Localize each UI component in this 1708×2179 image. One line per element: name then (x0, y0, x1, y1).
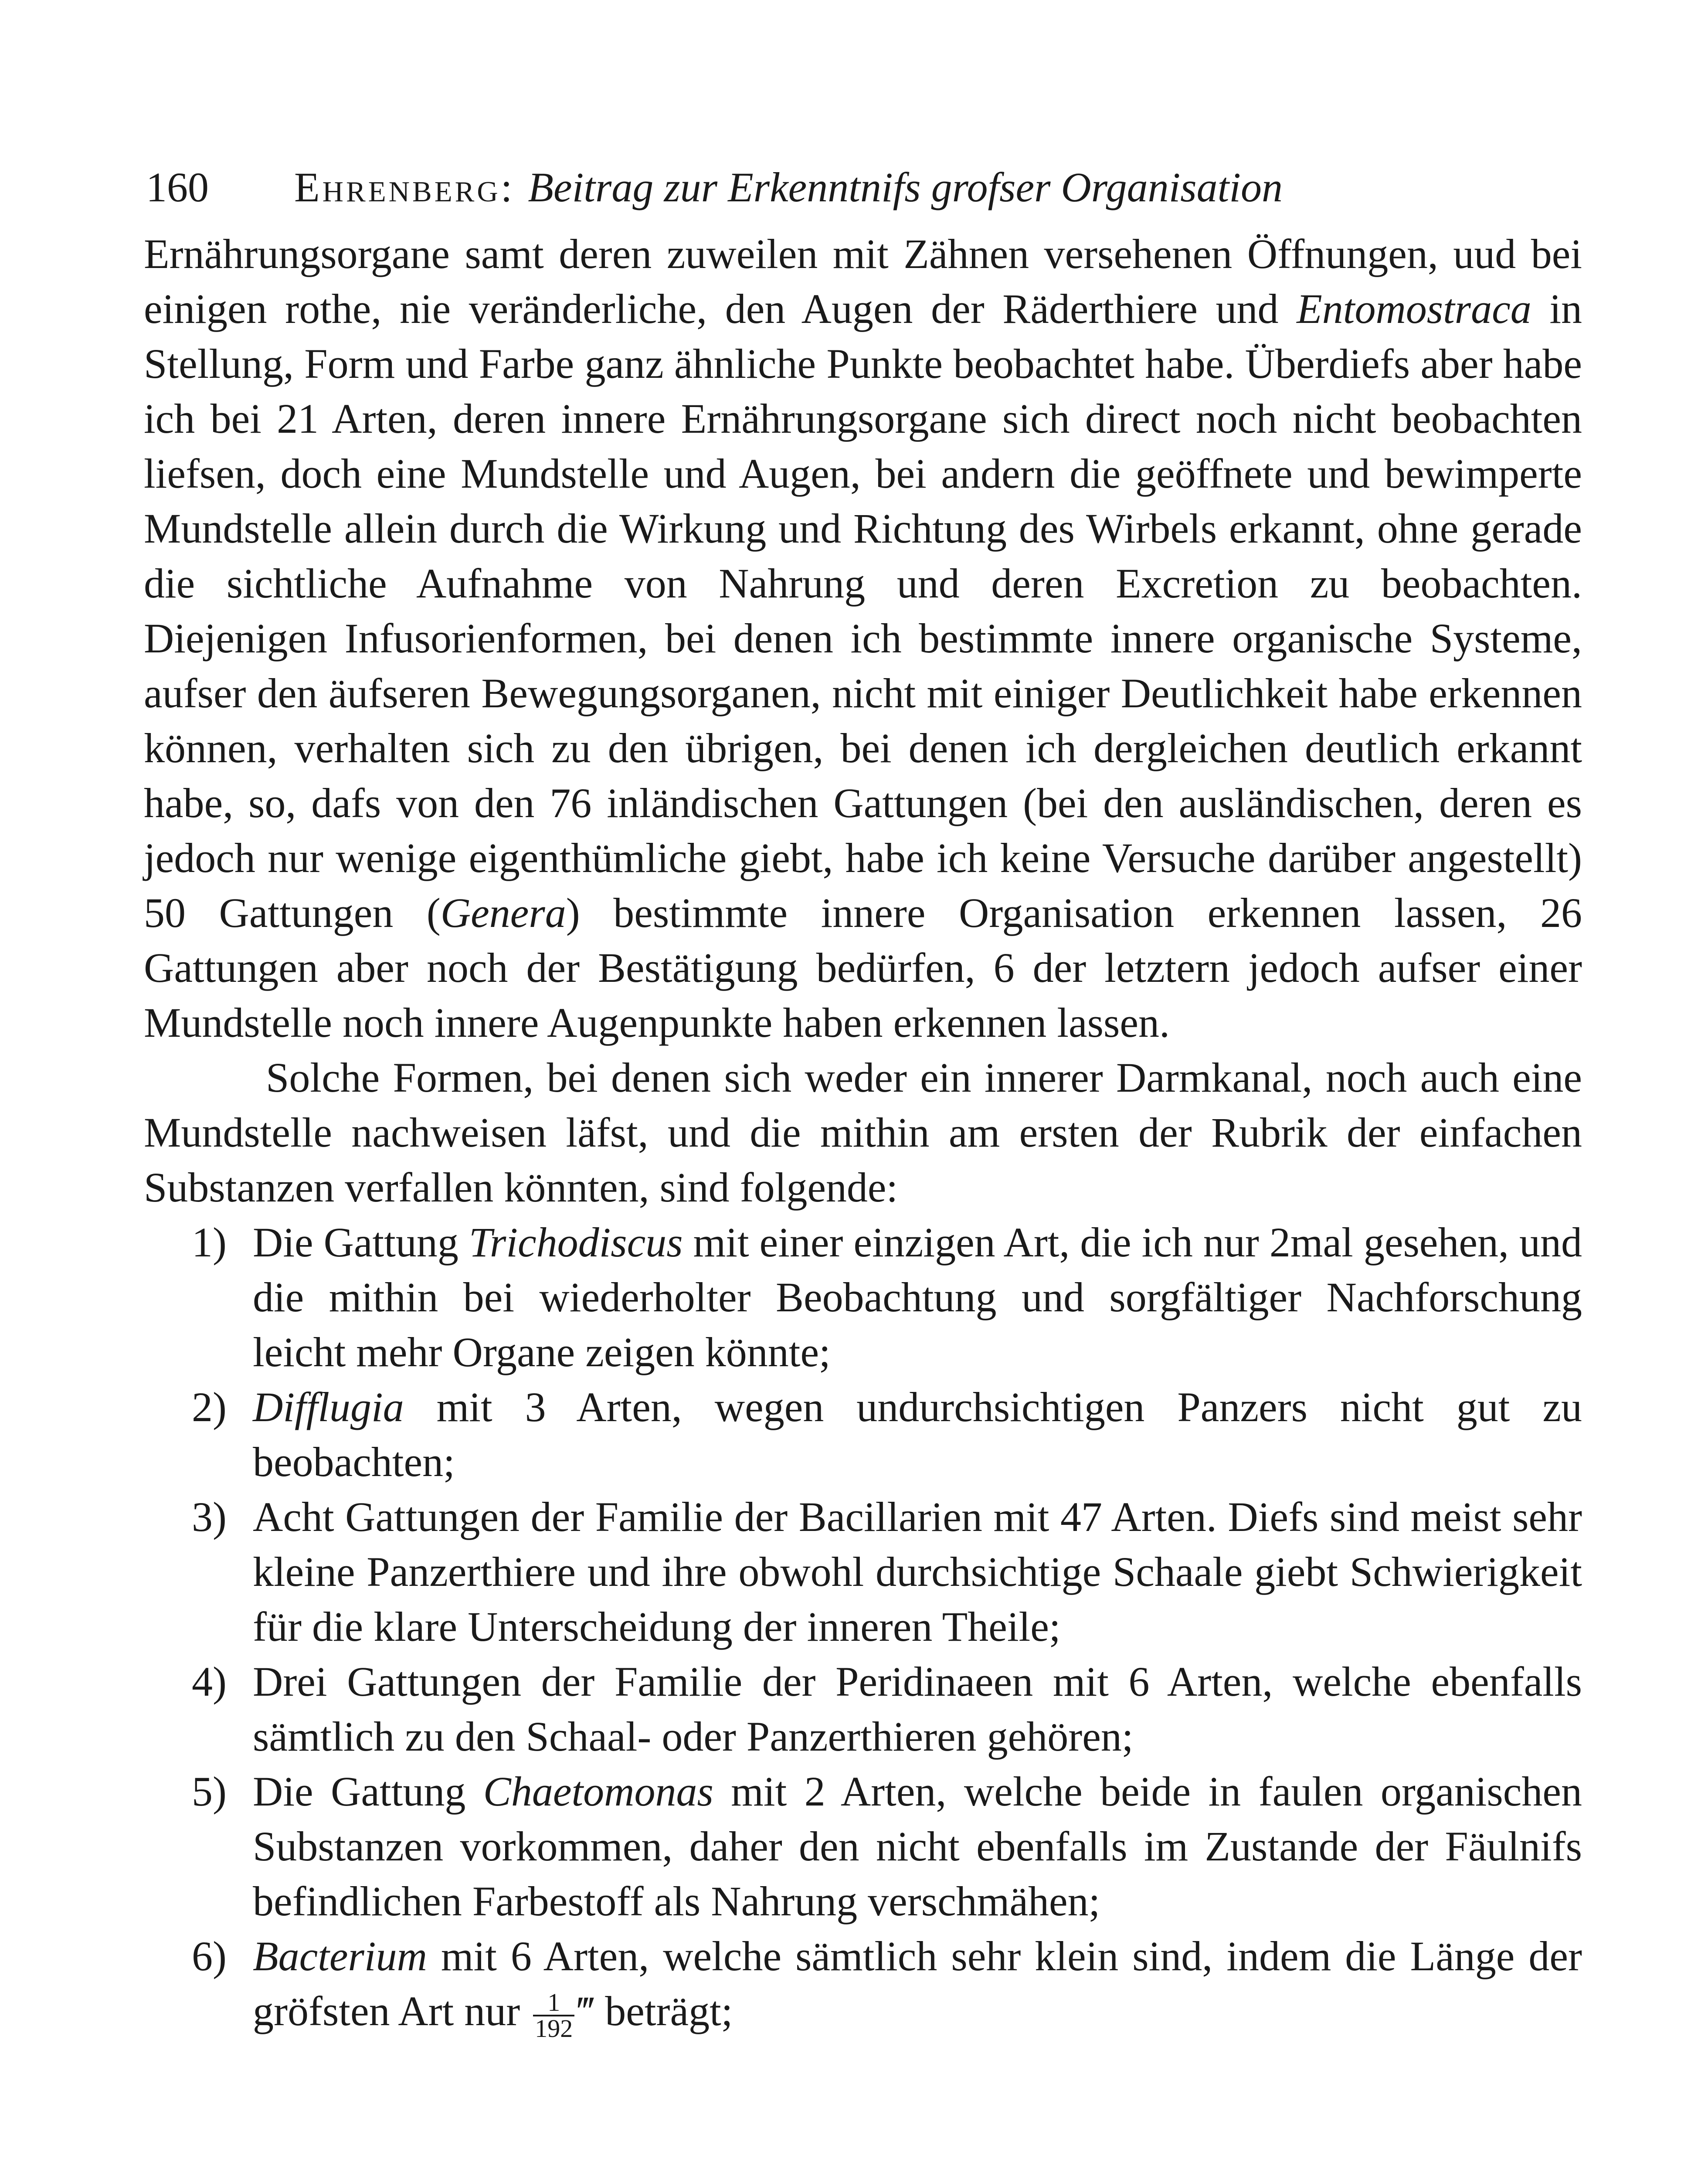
list-item-text: Drei Gattungen der Familie der Peridinaeen mit 6 Arten, welche ebenfalls sämtlich zu den Schaal- oder Panzerthieren gehören; (253, 1658, 1582, 1760)
list-item-5 (144, 1764, 1582, 1929)
fraction (533, 1990, 574, 2041)
list-number: 2) (192, 1384, 227, 1430)
paragraph-1-text-a: Ernährungsorgane samt deren zuweilen mit Zähnen versehenen Öffnungen, uud bei einigen rothe, nie veränderliche, den Augen der Räderthiere und (144, 231, 1582, 332)
term-difflugia: Difflugia (253, 1384, 404, 1430)
fraction-numerator: 1 (547, 1988, 560, 2016)
list-number: 3) (192, 1493, 227, 1540)
list-item-2 (144, 1380, 1582, 1490)
list-item-text: Acht Gattungen der Familie der Bacillarien mit 47 Arten. Diefs sind meist sehr kleine Panzerthiere und ihre obwohl durchsichtige Schaale giebt Schwierigkeit für die klare Unterscheidung der inneren Theile; (253, 1493, 1582, 1650)
paragraph-2: Solche Formen, bei denen sich weder ein innerer Darmkanal, noch auch eine Mundstelle nachweisen läfst, und die mithin am ersten der Rubrik der einfachen Substanzen verfallen könnten, sind folgende: (144, 1054, 1582, 1211)
term-genera: Genera (440, 889, 566, 936)
term-bacterium: Bacterium (253, 1933, 427, 1979)
list-item-3 (144, 1490, 1582, 1654)
paragraph-1-text-b: in Stellung, Form und Farbe ganz ähnliche Punkte beobachtet habe. Überdiefs aber habe ich bei 21 Arten, deren innere Ernährungsorgane sich direct noch nicht beobachten liefsen, doch eine Mundstelle und Augen, bei andern die geöffnete und bewimperte Mundstelle allein durch die Wirkung und Richtung des Wirbels erkannt, ohne gerade die sichtliche Aufnahme von Nahrung und deren Excretion zu beobachten. Diejenigen Infusorienformen, bei denen ich bestimmte innere organische Systeme, aufser den äufseren Bewegungsorganen, nicht mit einiger Deutlichkeit habe erkennen können, verhalten sich zu den übrigen, bei denen ich dergleichen deutlich erkannt habe, so, dafs von den 76 inländischen Gattungen (bei den ausländischen, deren es jedoch nur wenige eigenthümliche giebt, habe ich keine Versuche darüber angestellt) 50 Gattungen ( (144, 285, 1582, 936)
body-text (144, 227, 1582, 2041)
list-item-text: Die Gattung (253, 1768, 483, 1815)
term-entomostraca: Entomostraca (1297, 285, 1531, 332)
list-item-6 (144, 1929, 1582, 2041)
list-item-text: mit 6 Arten, welche sämtlich sehr klein sind, indem die Länge der gröfsten Art nur (253, 1933, 1582, 2034)
list-item-text: mit einer einzigen Art, die ich nur 2mal gesehen, und die mithin bei wiederholter Beobachtung und sorgfältiger Nachforschung leicht mehr Organe zeigen könnte; (253, 1219, 1582, 1375)
list-item-text: Die Gattung (253, 1219, 469, 1266)
list-item-text: ‴ beträgt; (577, 1988, 733, 2034)
page-number: 160 (146, 164, 209, 210)
fraction-denominator: 192 (533, 2015, 574, 2041)
list-number: 1) (192, 1219, 227, 1266)
paragraph-1-text-c: ) bestimmte innere Organisation erkennen lassen, 26 Gattungen aber noch der Bestätigung bedürfen, 6 der letztern jedoch aufser einer Mundstelle noch innere Augenpunkte haben erkennen lassen. (144, 889, 1582, 1046)
term-trichodiscus: Trichodiscus (469, 1219, 683, 1266)
running-header (146, 157, 1584, 218)
header-title: Beitrag zur Erkenntnifs grofser Organisation (528, 164, 1283, 210)
list-number: 4) (192, 1658, 227, 1705)
list-number: 5) (192, 1768, 227, 1815)
paragraph-1 (144, 227, 1582, 1050)
header-author: Ehrenberg: (294, 164, 515, 210)
list-number: 6) (192, 1933, 227, 1979)
list-item-1 (144, 1215, 1582, 1380)
species-list (144, 1215, 1582, 2041)
list-item-4 (144, 1654, 1582, 1764)
list-item-text: mit 3 Arten, wegen undurchsichtigen Panzers nicht gut zu beobachten; (253, 1384, 1582, 1485)
list-item-text: mit 2 Arten, welche beide in faulen organischen Substanzen vorkommen, daher den nicht ebenfalls im Zustande der Fäulnifs befindlichen Farbestoff als Nahrung verschmähen; (253, 1768, 1582, 1924)
term-chaetomonas: Chaetomonas (483, 1768, 713, 1815)
